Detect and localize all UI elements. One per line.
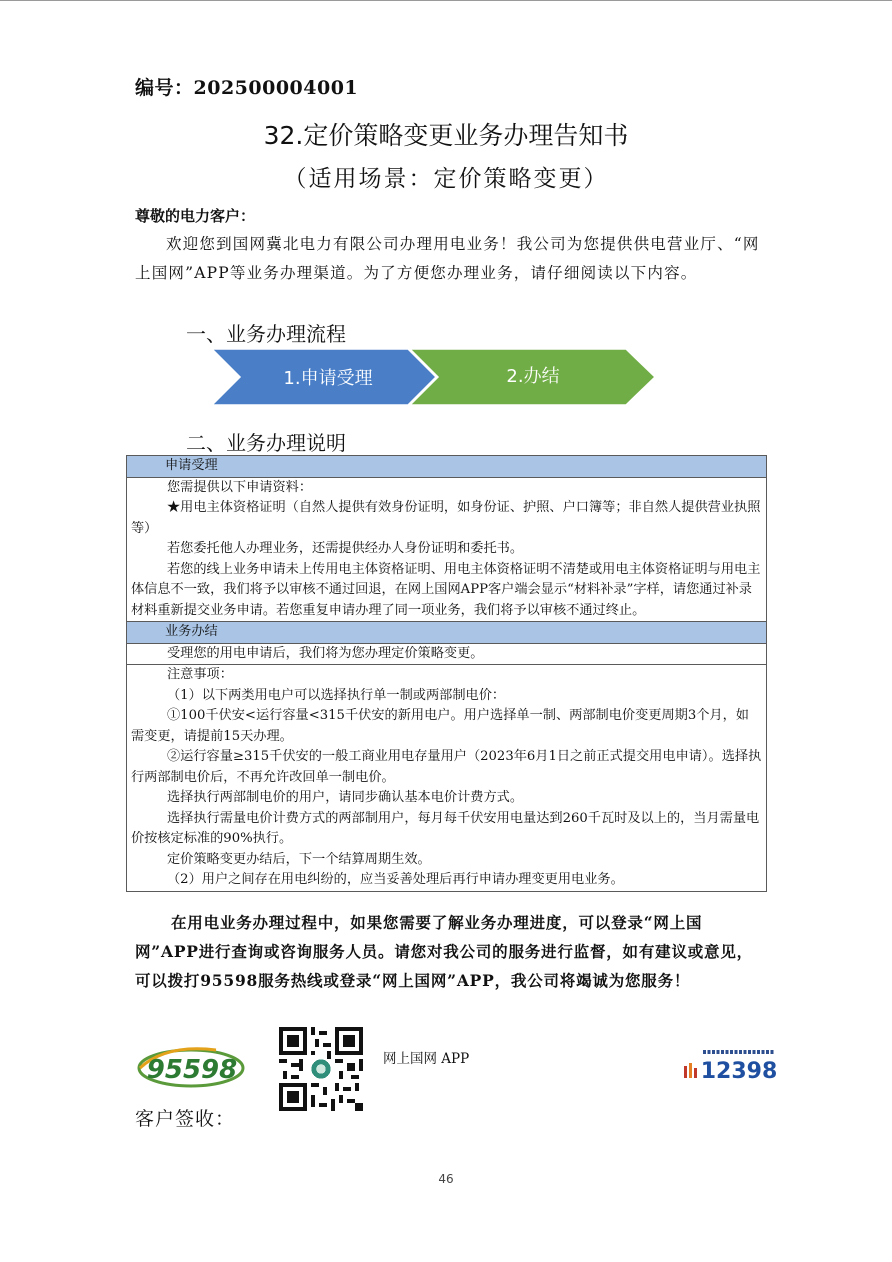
svg-text:95598: 95598 — [146, 1055, 238, 1085]
signature-label: 客户签收： — [135, 1108, 236, 1130]
document-number: 编号：202500004001 — [135, 77, 359, 99]
table-line: 注意事项： — [167, 667, 233, 682]
table-line: ②运行容量≥315千伏安的一般工商业用电存量用户（2023年6月1日之前正式提交用电申请）。选择执行两部制电价后，不再允许改回单一制电价。 — [131, 749, 762, 785]
table-line: ①100千伏安<运行容量<315千伏安的新用电户。用户选择单一制、两部制电价变更周期3个月，如需变更，请提前15天办理。 — [131, 708, 749, 744]
table-line: 若您委托他人办理业务，还需提供经办人身份证明和委托书。 — [167, 541, 524, 556]
table-section-header: 业务办结 — [127, 622, 767, 644]
section2-heading: 二、业务办理说明 — [186, 431, 346, 455]
page-number: 46 — [438, 1172, 454, 1186]
page-subtitle: （适用场景：定价策略变更） — [283, 166, 609, 192]
section1-heading: 一、业务办理流程 — [186, 322, 346, 346]
table-line: 选择执行需量电价计费方式的两部制用户，每月每千伏安用电量达到260千瓦时及以上的，当月需量电价按核定标准的90%执行。 — [131, 810, 760, 846]
table-line: 若您的线上业务申请未上传用电主体资格证明、用电主体资格证明不清楚或用电主体资格证明与用电主体信息不一致，我们将予以审核不通过回退，在网上国网APP客户端会显示“材料补录”字样，请您通过补录材料重新提交业务申请。若您重复申请办理了同一项业务，我们将予以审核不通过终止。 — [131, 561, 761, 618]
hotline-95598-logo — [136, 1042, 246, 1090]
intro-paragraph: 欢迎您到国网冀北电力有限公司办理用电业务！我公司为您提供供电营业厅、“网上国网”APP等业务办理渠道。为了方便您办理业务，请仔细阅读以下内容。 — [135, 235, 760, 282]
table-line: 您需提供以下申请资料： — [167, 479, 313, 495]
svg-text:12398: 12398 — [700, 1059, 778, 1082]
table-cell-application — [127, 477, 767, 622]
table-line: 定价策略变更办结后，下一个结算周期生效。 — [167, 851, 431, 867]
flow-step2-label: 2.办结 — [506, 366, 560, 387]
hotline-12398-logo — [683, 1046, 779, 1082]
table-line: ★用电主体资格证明（自然人提供有效身份证明，如身份证、护照、户口簿等；非自然人提供营业执照等） — [131, 500, 761, 536]
page-top-border — [0, 0, 892, 1]
table-section-header: 申请受理 — [127, 456, 767, 478]
page-title: 32.定价策略变更业务办理告知书 — [263, 121, 629, 150]
table-line: （1）以下两类用电户可以选择执行单一制或两部制电价： — [167, 687, 506, 703]
flow-step1-label: 1.申请受理 — [283, 368, 373, 389]
table-cell-notes — [127, 665, 767, 892]
table-line: （2）用户之间存在用电纠纷的，应当妥善处理后再行申请办理变更用电业务。 — [167, 872, 624, 887]
table-cell-completion — [127, 643, 767, 665]
closing-paragraph: 在用电业务办理过程中，如果您需要了解业务办理进度，可以登录“网上国网”APP进行查询或咨询服务人员。请您对我公司的服务进行监督，如有建议或意见，可以拨打95598服务热线或登录“网上国网”APP，我公司将竭诚为您服务！ — [135, 913, 753, 990]
table-line: 受理您的用电申请后，我们将为您办理定价策略变更。 — [167, 645, 484, 661]
process-flow — [212, 349, 657, 405]
qr-code-image — [279, 1026, 363, 1112]
app-label: 网上国网 APP — [383, 1051, 470, 1067]
business-info-table — [126, 455, 767, 892]
greeting: 尊敬的电力客户： — [135, 207, 256, 225]
table-line: 选择执行两部制电价的用户，请同步确认基本电价计费方式。 — [167, 790, 524, 805]
